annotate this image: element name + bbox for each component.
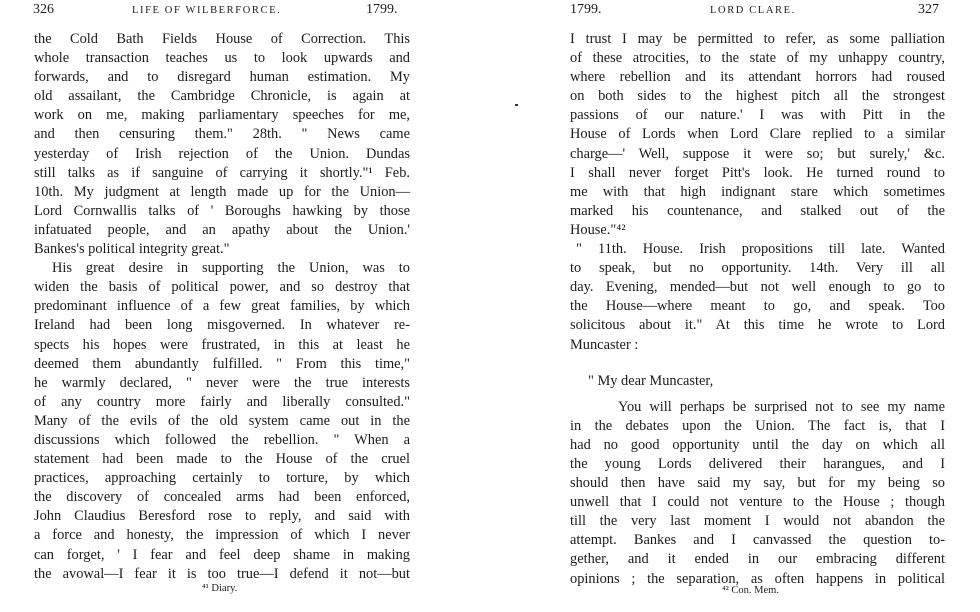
body-text bbox=[34, 30, 410, 584]
text-line: whole transaction teaches us to look upwards and bbox=[34, 50, 410, 67]
text-line: marked his countenance, and stalked out of the bbox=[570, 202, 945, 219]
text-line: discussions which followed the rebellion. " When a bbox=[34, 431, 410, 448]
text-line: the young Lords delivered their harangues, and I bbox=[570, 455, 945, 472]
text-line: Muncaster : bbox=[570, 336, 639, 353]
text-line: spects his hopes were frustrated, in this at least he bbox=[34, 336, 410, 353]
body-text bbox=[570, 30, 945, 589]
text-line: statement had been made to the House of the cruel bbox=[34, 451, 410, 468]
page-year: 1799. bbox=[570, 2, 602, 17]
text-line: of any country more fairly and liberally consulted." bbox=[34, 393, 410, 410]
text-line: " 11th. House. Irish propositions till late. Wanted bbox=[576, 241, 945, 258]
text-line: old assailant, the Cambridge Chronicle, is again at bbox=[34, 88, 410, 105]
text-line: till the very last moment I would not abandon the bbox=[570, 513, 945, 530]
text-line: opinions ; the separation, as often happens in political bbox=[570, 570, 945, 587]
text-line: where rebellion and its attendant horrors had roused bbox=[570, 69, 945, 86]
text-line: and then censuring them." 28th. " News came bbox=[34, 126, 410, 143]
text-line: I shall never forget Pitt's look. He turned round to bbox=[570, 164, 945, 181]
text-line: Ireland had been long misgoverned. In whatever re- bbox=[34, 317, 410, 334]
text-line: of these atrocities, to the state of my unhappy country, bbox=[570, 50, 945, 67]
text-line: Bankes's political integrity great." bbox=[34, 241, 230, 258]
text-line: 10th. My judgment at length made up for the Union— bbox=[34, 183, 410, 200]
text-line: on both sides to the highest pitch all the strongest bbox=[570, 88, 945, 105]
text-line: charge—' Well, suppose it were so; but surely,' &c. bbox=[570, 145, 945, 162]
text-line: " My dear Muncaster, bbox=[588, 372, 714, 389]
text-line: forwards, and to disregard human estimation. My bbox=[34, 69, 410, 86]
text-line: predominant influence of a few great families, by which bbox=[34, 298, 410, 315]
text-line: House of Lords when Lord Clare replied to a similar bbox=[570, 126, 945, 143]
text-line: practices, approaching certainly to torture, by which bbox=[34, 470, 410, 487]
text-line: passions of our nature.' I was with Pitt in the bbox=[570, 107, 945, 124]
text-line: the Cold Bath Fields House of Correction. This bbox=[34, 31, 410, 47]
text-line: unwell that I could not venture to the House ; though bbox=[570, 494, 945, 511]
text-line: still talks as if sanguine of carrying it shortly."¹ Feb. bbox=[34, 164, 410, 181]
text-line: a force and honesty, the impression of which I never bbox=[34, 527, 410, 544]
text-line: You will perhaps be surprised not to see my name bbox=[618, 398, 945, 415]
text-line: His great desire in supporting the Union, was to bbox=[52, 260, 410, 277]
text-line: attempt. Bankes and I canvassed the question to- bbox=[570, 532, 945, 549]
text-line: can forget, ' I fear and feel deep shame in making bbox=[34, 546, 410, 563]
text-line: day. Evening, mended—but not well enough to go to bbox=[570, 279, 945, 296]
text-line: in the debates upon the Union. The fact is, that I bbox=[570, 417, 945, 434]
page-number: 326 bbox=[33, 2, 54, 17]
text-line: he warmly declared, " never were the true interests bbox=[34, 374, 410, 391]
running-head: LIFE OF WILBERFORCE. bbox=[132, 5, 282, 16]
footnote: ⁴² Con. Mem. bbox=[722, 585, 779, 596]
text-line: infatuated people, and an apathy about the Union.' bbox=[34, 221, 410, 238]
text-line: deemed them abundantly fulfilled. " From this time," bbox=[34, 355, 410, 372]
text-line: should then have said my say, but for my being so bbox=[570, 475, 945, 492]
text-line: widen the basis of political power, and so destroy that bbox=[34, 279, 410, 296]
text-line: John Claudius Beresford rose to reply, and said with bbox=[34, 508, 410, 525]
text-line: work on me, making parliamentary speeches for me, bbox=[34, 107, 410, 124]
text-line: gether, and it ended in our embracing different bbox=[570, 551, 945, 568]
text-line: to speak, but no opportunity. 14th. Very ill all bbox=[570, 260, 945, 277]
text-line: had no good opportunity until the day on which all bbox=[570, 436, 945, 453]
text-line: the avowal—I fear it is too true—I defend it not—but bbox=[34, 565, 410, 582]
running-head: LORD CLARE. bbox=[710, 5, 796, 16]
text-line: House."⁴² bbox=[570, 221, 626, 238]
text-line: me with that high indignant stare which sometimes bbox=[570, 183, 945, 200]
text-line: Many of the evils of the old system came out in the bbox=[34, 412, 410, 429]
text-line: solicitous about it." At this time he wrote to Lord bbox=[570, 317, 945, 334]
page-number: 327 bbox=[918, 2, 939, 17]
spacer bbox=[570, 391, 945, 398]
footnote: ⁴¹ Diary. bbox=[202, 583, 238, 594]
page-year: 1799. bbox=[366, 2, 398, 17]
spacer bbox=[570, 355, 945, 372]
right-page bbox=[490, 0, 980, 612]
text-line: I trust I may be permitted to refer, as some palliation bbox=[570, 31, 945, 47]
text-line: the discovery of concealed arms had been enforced, bbox=[34, 489, 410, 506]
text-line: the House—where meant to go, and speak. Too bbox=[570, 298, 945, 315]
text-line: Lord Cornwallis talks of ' Boroughs hawking by those bbox=[34, 202, 410, 219]
text-line: yesterday of Irish rejection of the Union. Dundas bbox=[34, 145, 410, 162]
